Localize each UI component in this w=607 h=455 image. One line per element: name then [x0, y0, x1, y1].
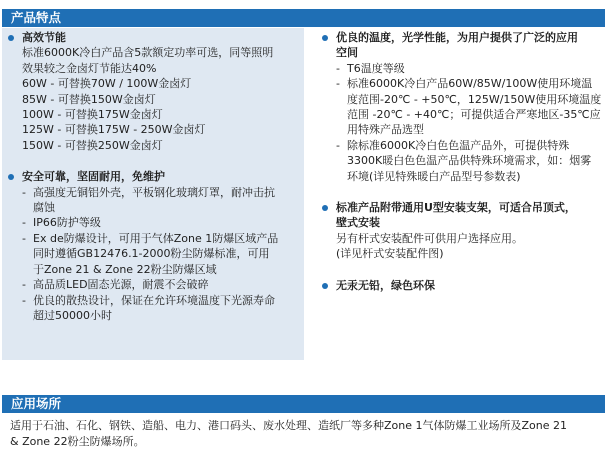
feature-title: 优良的温度，光学性能，为用户提供了广泛的应用 空间: [336, 31, 578, 60]
feature-line: 另有杆式安装配件可供用户选择应用。: [336, 231, 523, 245]
feature-title: 高效节能: [22, 31, 66, 44]
feature-line: 100W - 可替换175W金卤灯: [22, 108, 163, 122]
feature-line: 效果较之金卤灯节能达40%: [22, 61, 157, 75]
feature-line: 标准6000K冷白产品含5款额定功率可选，同等照明: [22, 46, 274, 60]
features-right-column: [322, 30, 604, 293]
applications-text: 适用于石油、石化、钢铁、造船、电力、港口码头、废水处理、造纸厂等多种Zone 1气体防爆工业场所及Zone 21 & Zone 22粉尘防爆场所。: [10, 419, 567, 448]
feature-title: 无汞无铅，绿色环保: [336, 278, 435, 292]
list-item: - 优良的散热设计，保证在允许环境温度下光源寿命 超过50000小时: [22, 293, 275, 322]
list-item: - 除标准6000K冷白色色温产品外，可提供特殊 3300K暖白色色温产品供特殊环境需求，如：烟雾 环境(详见特殊暖白产品型号参数表): [336, 138, 592, 183]
bullet-icon: [8, 35, 14, 41]
list-item: - 高强度无铜铝外壳，平板钢化玻璃灯罩，耐冲击抗 腐蚀: [22, 185, 275, 215]
bullet-icon: [8, 174, 14, 180]
feature-safe-durable: [8, 169, 300, 323]
feature-title: 标准产品附带通用U型安装支架，可适合吊顶式， 壁式安装: [336, 201, 576, 230]
applications-section-header: 应用场所: [2, 395, 605, 413]
bullet-icon: [322, 205, 328, 211]
feature-line: 125W - 可替换175W - 250W金卤灯: [22, 123, 206, 137]
feature-title: 安全可靠，坚固耐用，免维护: [22, 170, 165, 184]
list-item: - Ex de防爆设计，可用于气体Zone 1防爆区域产品 同时遵循GB12476.1-2000粉尘防爆标准，可用 于Zone 21 & Zone 22粉尘防爆区域: [22, 231, 279, 276]
feature-temperature-optics: [322, 30, 604, 184]
feature-eco-friendly: [322, 278, 604, 293]
feature-energy-saving: [8, 30, 300, 153]
feature-line: (详见杆式安装配件图): [336, 247, 444, 261]
bullet-icon: [322, 35, 328, 41]
feature-line: 60W - 可替换70W / 100W金卤灯: [22, 77, 192, 91]
feature-line: 150W - 可替换250W金卤灯: [22, 138, 163, 152]
list-item: - 高品质LED固态光源，耐震不会破碎: [22, 278, 209, 292]
features-left-column: [8, 30, 300, 323]
list-item: - T6温度等级: [336, 61, 405, 75]
list-item: - IP66防护等级: [22, 216, 101, 230]
feature-mounting-bracket: [322, 200, 604, 262]
bullet-icon: [322, 283, 328, 289]
features-section-header: 产品特点: [2, 9, 605, 27]
feature-line: 85W - 可替换150W金卤灯: [22, 92, 156, 106]
list-item: - 标准6000K冷白产品60W/85W/100W使用环境温 度范围-20℃ - +50℃，125W/150W使用环境温度 范围 -20℃ - +40℃；可提供适合严寒地区-35℃应 用特殊产品选型: [336, 77, 602, 137]
